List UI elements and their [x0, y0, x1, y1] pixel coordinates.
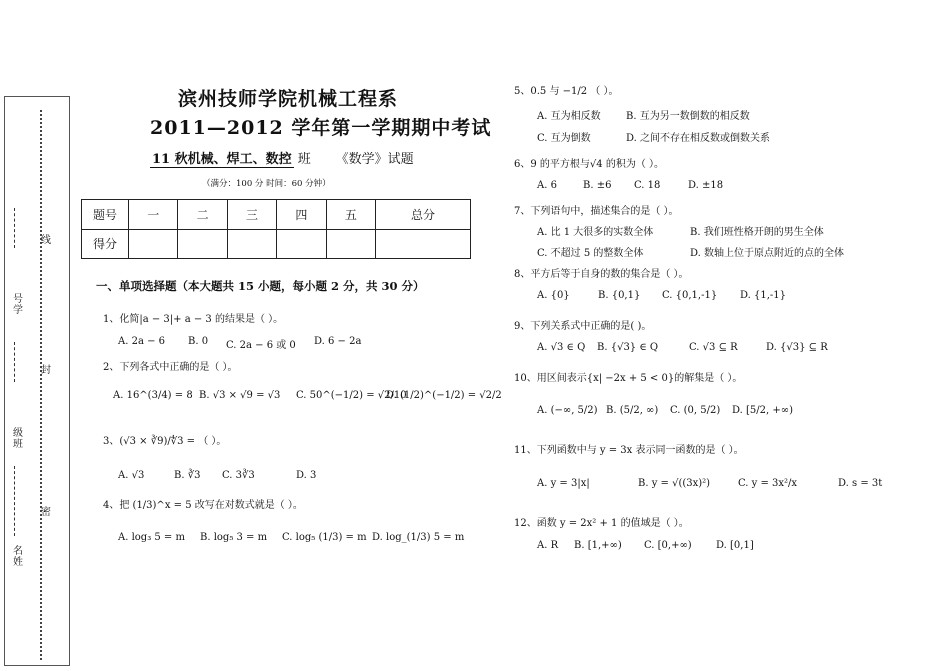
score-cell[interactable] — [227, 229, 276, 259]
question-12-option-a[interactable]: A. R — [537, 540, 559, 551]
mark-seal: 封 — [41, 365, 51, 376]
question-7-stem: 7、下列语句中，描述集合的是（ ）。 — [514, 206, 679, 217]
question-9-option-a[interactable]: A. √3 ∈ Q — [537, 342, 586, 353]
question-10-stem: 10、用区间表示{x| −2x + 5 < 0}的解集是（ ）。 — [514, 373, 743, 384]
question-8-option-d[interactable]: D. {1,-1} — [740, 290, 787, 301]
question-2-option-c[interactable]: C. 50^(−1/2) = √2/10 — [296, 390, 407, 401]
question-4-option-a[interactable]: A. log₃ 5 = m — [118, 532, 185, 543]
question-9-stem: 9、下列关系式中正确的是( )。 — [514, 321, 652, 332]
question-1-option-d[interactable]: D. 6 − 2a — [314, 336, 362, 347]
score-header-cell: 五 — [326, 200, 375, 230]
question-4-option-c[interactable]: C. log₅ (1/3) = m — [282, 532, 367, 543]
name-label: 名姓 — [13, 546, 23, 568]
question-5-option-a[interactable]: A. 互为相反数 — [537, 111, 601, 122]
question-3-stem: 3、(√3 × ∛9)/∜3 = （ ）。 — [103, 436, 227, 447]
question-2-option-a[interactable]: A. 16^(3/4) = 8 — [113, 390, 193, 401]
class-label: 级班 — [13, 428, 23, 450]
exam-title-line1: 滨州技师学院机械工程系 — [178, 88, 399, 110]
score-cell[interactable] — [178, 229, 227, 259]
exam-subtitle — [150, 148, 414, 167]
question-8-option-b[interactable]: B. {0,1} — [598, 290, 641, 301]
question-6-option-d[interactable]: D. ±18 — [688, 180, 724, 191]
question-3-option-a[interactable]: A. √3 — [118, 470, 145, 481]
name-field[interactable] — [14, 466, 15, 536]
score-header-cell: 一 — [129, 200, 178, 230]
score-header-cell: 二 — [178, 200, 227, 230]
question-9-option-b[interactable]: B. {√3} ∈ Q — [597, 342, 659, 353]
question-7-option-a[interactable]: A. 比 1 大很多的实数全体 — [537, 227, 654, 238]
question-8-option-a[interactable]: A. {0} — [537, 290, 570, 301]
question-3-option-c[interactable]: C. 3∛3 — [222, 470, 255, 481]
question-1-stem: 1、化简|a − 3|+ a − 3 的结果是（ ）。 — [103, 314, 284, 325]
student-id-label: 号学 — [13, 294, 23, 316]
question-6-option-c[interactable]: C. 18 — [634, 180, 661, 191]
question-6-option-b[interactable]: B. ±6 — [583, 180, 612, 191]
score-header-cell: 总分 — [376, 200, 471, 230]
question-4-option-b[interactable]: B. log₅ 3 = m — [200, 532, 268, 543]
score-table — [81, 199, 471, 259]
mark-line: 线 — [41, 235, 51, 246]
question-8-option-c[interactable]: C. {0,1,-1} — [662, 290, 718, 301]
score-cell[interactable] — [277, 229, 326, 259]
binding-dotted-line — [40, 110, 42, 660]
exam-title-line2: 2011—2012 学年第一学期期中考试 — [150, 117, 492, 139]
question-10-option-a[interactable]: A. (−∞, 5/2) — [537, 405, 598, 416]
question-11-option-b[interactable]: B. y = √((3x)²) — [638, 478, 711, 489]
question-5-option-d[interactable]: D. 之间不存在相反数或倒数关系 — [626, 133, 771, 144]
mark-secret: 密 — [41, 507, 51, 518]
student-id-field[interactable] — [14, 208, 15, 248]
exam-note: （满分：100 分 时间：60 分钟） — [202, 179, 331, 189]
subject-name: 《数学》试题 — [335, 152, 414, 167]
question-8-stem: 8、平方后等于自身的数的集合是（ ）。 — [514, 269, 689, 280]
question-12-option-d[interactable]: D. [0,1] — [716, 540, 754, 551]
question-9-option-d[interactable]: D. {√3} ⊆ R — [766, 342, 828, 353]
score-cell[interactable] — [326, 229, 375, 259]
score-header-cell: 四 — [277, 200, 326, 230]
question-12-stem: 12、函数 y = 2x² + 1 的值域是（ ）。 — [514, 518, 689, 529]
question-2-option-d[interactable]: D. (1/2)^(−1/2) = √2/2 — [386, 390, 502, 401]
question-7-option-c[interactable]: C. 不超过 5 的整数全体 — [537, 248, 644, 259]
question-7-option-b[interactable]: B. 我们班性格开朗的男生全体 — [690, 227, 824, 238]
class-suffix: 班 — [297, 152, 311, 167]
question-1-option-b[interactable]: B. 0 — [188, 336, 209, 347]
question-10-option-c[interactable]: C. (0, 5/2) — [670, 405, 721, 416]
question-12-option-c[interactable]: C. [0,+∞) — [644, 540, 692, 551]
question-9-option-c[interactable]: C. √3 ⊆ R — [689, 342, 738, 353]
question-6-stem: 6、9 的平方根与√4 的积为（ ）。 — [514, 159, 664, 170]
score-row-label: 得分 — [82, 229, 129, 259]
question-5-option-b[interactable]: B. 互为另一数倒数的相反数 — [626, 111, 750, 122]
section-1-title: 一、单项选择题（本大题共 15 小题，每小题 2 分，共 30 分） — [96, 279, 425, 293]
question-5-stem: 5、0.5 与 −1/2 （ ）。 — [514, 86, 619, 97]
score-cell[interactable] — [376, 229, 471, 259]
question-4-option-d[interactable]: D. log_(1/3) 5 = m — [372, 532, 465, 543]
class-name: 11 秋机械、焊工、数控 — [152, 152, 292, 167]
score-table-header-row — [82, 200, 471, 230]
score-table-score-row — [82, 229, 471, 259]
question-11-stem: 11、下列函数中与 y = 3x 表示同一函数的是（ ）。 — [514, 445, 744, 456]
question-1-option-a[interactable]: A. 2a − 6 — [118, 336, 166, 347]
question-11-option-c[interactable]: C. y = 3x²/x — [738, 478, 798, 489]
class-field[interactable] — [14, 342, 15, 382]
question-10-option-d[interactable]: D. [5/2, +∞) — [732, 405, 793, 416]
question-11-option-a[interactable]: A. y = 3|x| — [537, 478, 590, 489]
question-1-option-c[interactable]: C. 2a − 6 或 0 — [226, 340, 296, 351]
score-cell[interactable] — [129, 229, 178, 259]
question-3-option-d[interactable]: D. 3 — [296, 470, 317, 481]
question-4-stem: 4、把 (1/3)^x = 5 改写在对数式就是（ ）。 — [103, 500, 303, 511]
question-6-option-a[interactable]: A. 6 — [537, 180, 557, 191]
question-12-option-b[interactable]: B. [1,+∞) — [574, 540, 622, 551]
question-5-option-c[interactable]: C. 互为倒数 — [537, 133, 591, 144]
question-7-option-d[interactable]: D. 数轴上位于原点附近的点的全体 — [690, 248, 845, 259]
question-10-option-b[interactable]: B. (5/2, ∞) — [606, 405, 659, 416]
question-2-stem: 2、下列各式中正确的是（ ）。 — [103, 362, 238, 373]
score-header-cell: 三 — [227, 200, 276, 230]
question-3-option-b[interactable]: B. ∛3 — [174, 470, 201, 481]
score-header-cell: 题号 — [82, 200, 129, 230]
question-11-option-d[interactable]: D. s = 3t — [838, 478, 883, 489]
question-2-option-b[interactable]: B. √3 × √9 = √3 — [199, 390, 281, 401]
